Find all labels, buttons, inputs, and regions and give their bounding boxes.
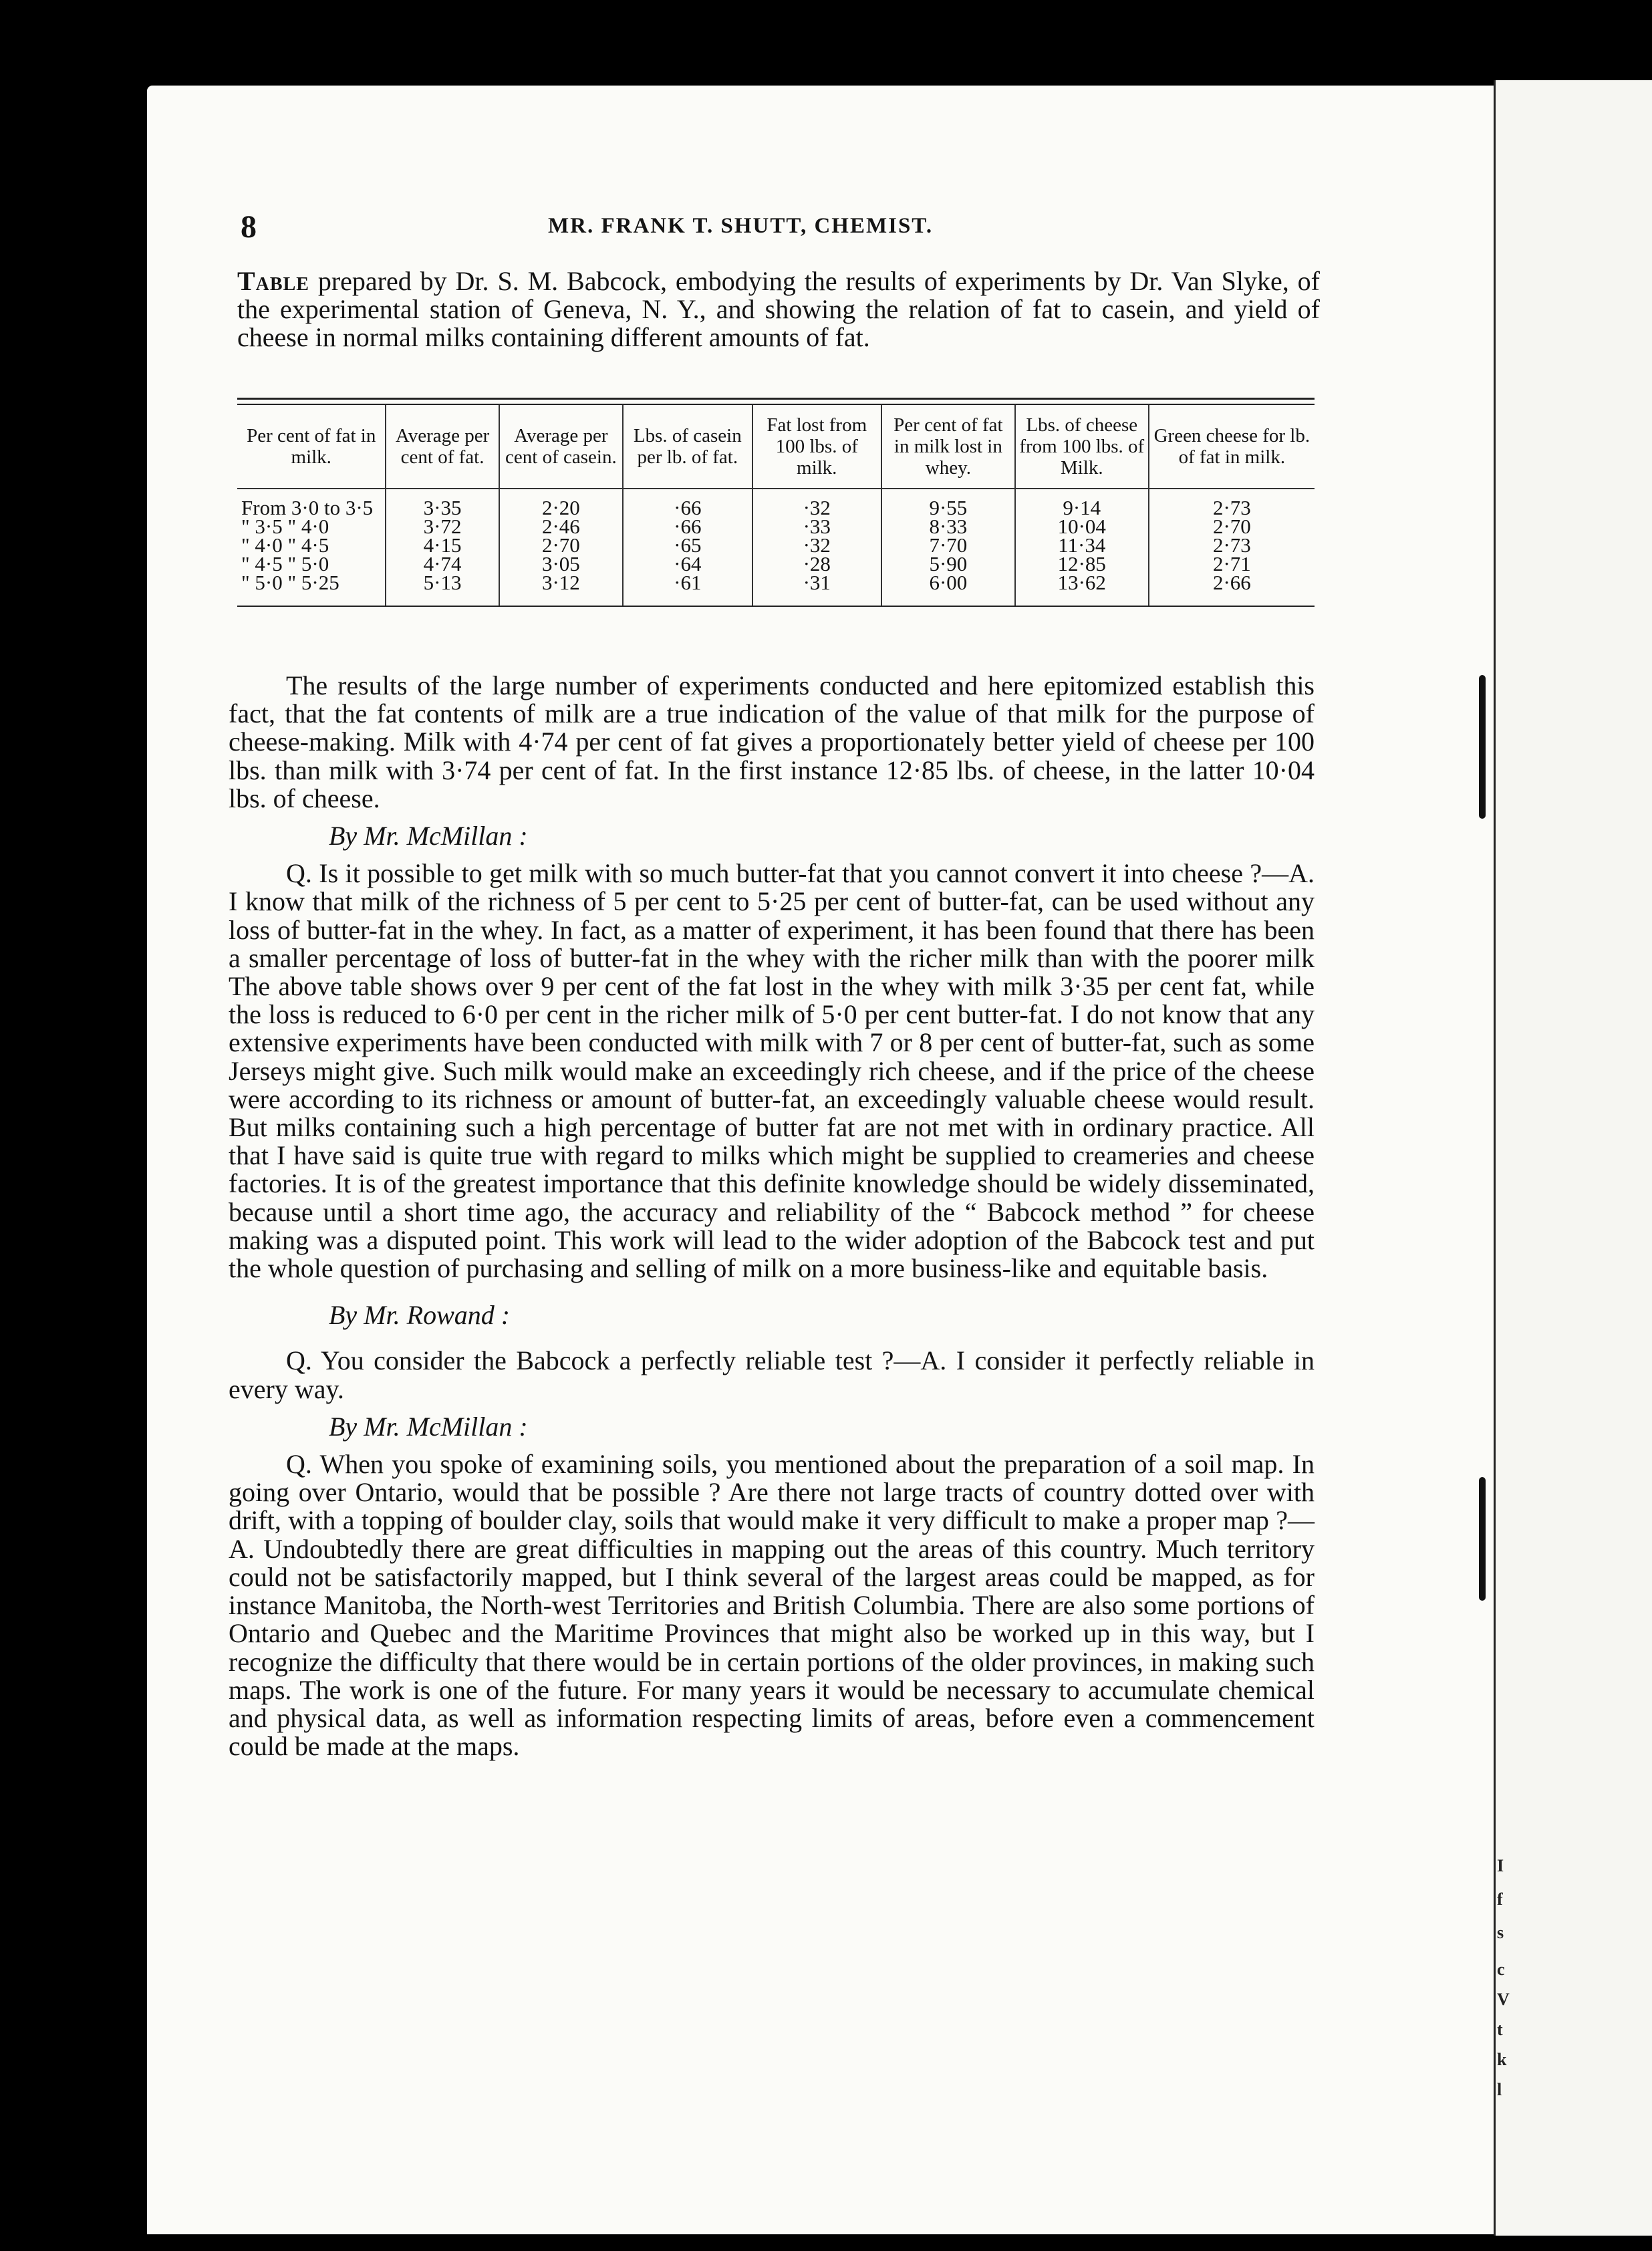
stub-char: f [1497, 1889, 1503, 1909]
table-cell: 5·90 [881, 555, 1015, 573]
table-cell: 3·72 [386, 517, 499, 536]
table-cell: ·28 [752, 555, 881, 573]
body-text [229, 672, 1315, 1760]
table-row [237, 536, 1315, 555]
question-answer: Q. You consider the Babcock a perfectly reliable test ?—A. I consider it perfectly reliable in every way. [229, 1345, 1315, 1404]
table-cell: 6·00 [881, 573, 1015, 606]
column-header: Lbs. of cheese from 100 lbs. of Milk. [1015, 405, 1149, 489]
table-cell: 2·70 [1212, 515, 1251, 538]
table-cell: 2·73 [1212, 533, 1251, 557]
table-cell: 12·85 [1015, 555, 1149, 573]
table-cell: 13·62 [1015, 573, 1149, 606]
table-cell: 10·04 [1015, 517, 1149, 536]
table-cell: " 5·0 " 5·25 [237, 573, 386, 606]
table-cell: 2·20 [499, 489, 623, 517]
column-header: Green cheese for lb. of fat in milk. [1149, 405, 1315, 489]
data-table-block [237, 398, 1315, 607]
speaker-heading: By Mr. Rowand : [329, 1300, 511, 1331]
table-cell: 11·34 [1015, 536, 1149, 555]
table-bottom-rule [237, 606, 1315, 607]
table-cell: 3·12 [499, 573, 623, 606]
table-cell: 3·05 [499, 555, 623, 573]
column-header: Per cent of fat in milk lost in whey. [881, 405, 1015, 489]
column-header: Average per cent of casein. [499, 405, 623, 489]
table-cell: ·66 [623, 489, 752, 517]
stub-char: l [1497, 2080, 1502, 2099]
table-cell: 2·71 [1212, 552, 1251, 575]
table-row [237, 489, 1315, 517]
table-cell: 9·55 [881, 489, 1015, 517]
table-header-row [237, 405, 1315, 489]
table-row [237, 573, 1315, 606]
running-head: MR. FRANK T. SHUTT, CHEMIST. [548, 214, 934, 238]
table-cell: 4·74 [386, 555, 499, 573]
table-cell: 2·70 [499, 536, 623, 555]
table-cell: ·66 [623, 517, 752, 536]
speaker-heading: By Mr. McMillan : [329, 821, 528, 851]
table-cell: 2·66 [1212, 571, 1251, 594]
data-table [237, 405, 1315, 606]
table-cell: 5·13 [386, 573, 499, 606]
page-number: 8 [241, 209, 257, 245]
table-cell: ·33 [752, 517, 881, 536]
stub-char: I [1497, 1856, 1504, 1875]
table-cell: " 3·5 " 4·0 [237, 517, 386, 536]
table-row [237, 517, 1315, 536]
table-cell: From 3·0 to 3·5 [237, 489, 386, 517]
question-answer: Q. When you spoke of examining soils, you mentioned about the preparation of a soil map. In going over Ontario, would that be possible ? Are there not large tracts of country dotted over with drift, with a topping of boulder clay, soils that would make it very difficult to make a proper map ?—A. Undoubtedly there are great difficulties in mapping out the areas of this country. Much territory could not be satisfactorily mapped, but I think several of the largest areas could be mapped, as for instance Manitoba, the North-west Territories and British Columbia. There are also some portions of Ontario and Quebec and the Maritime Provinces that might also be worked up in this way, but I recognize the difficulty that there would be in certain portions of the older provinces, in making such maps. The work is one of the future. For many years it would be necessary to accumulate chemical and physical data, as well as information respecting limits of areas, before even a commencement could be made at the maps. [229, 1449, 1315, 1762]
stub-char: t [1497, 2020, 1503, 2039]
table-cell: 2·73 [1212, 496, 1251, 519]
column-header: Lbs. of casein per lb. of fat. [623, 405, 752, 489]
speaker-heading: By Mr. McMillan : [329, 1411, 528, 1442]
table-cell: ·65 [623, 536, 752, 555]
table-cell: ·64 [623, 555, 752, 573]
question-answer: Q. Is it possible to get milk with so much butter-fat that you cannot convert it into cheese ?—A. I know that milk of the richness of 5 per cent to 5·25 per cent of butter-fat, can be used without any loss of butter-fat in the whey. In fact, as a matter of experiment, it has been found that there has been a smaller percentage of loss of butter-fat in the whey with the richer milk than with the poorer milk The above table shows over 9 per cent of the fat lost in the whey with milk 3·35 per cent fat, while the loss is reduced to 6·0 per cent in the richer milk of 5·0 per cent butter-fat. I do not know that any extensive experiments have been conducted with milk with 7 or 8 per cent of butter-fat, such as some Jerseys might give. Such milk would make an exceedingly rich cheese, and if the price of the cheese were according to its richness or amount of butter-fat, an exceedingly valuable cheese would result. But milks containing such a high percentage of butter fat are not met with in ordinary practice. All that I have said is quite true with regard to milks which might be supplied to creameries and cheese factories. It is of the greatest importance that this definite knowledge should be widely disseminated, because until a short time ago, the accuracy and reliability of the “ Babcock method ” for cheese making was a disputed point. This work will lead to the wider adoption of the Babcock test and put the whole question of purchasing and selling of milk on a more business-like and equitable basis. [229, 858, 1315, 1284]
table-cell: 7·70 [881, 536, 1015, 555]
table-cell: ·31 [752, 573, 881, 606]
stub-char: V [1497, 1990, 1510, 2009]
table-cell: ·32 [752, 489, 881, 517]
column-header: Average per cent of fat. [386, 405, 499, 489]
column-header: Fat lost from 100 lbs. of milk. [752, 405, 881, 489]
stub-char: s [1497, 1923, 1504, 1942]
table-cell: " 4·5 " 5·0 [237, 555, 386, 573]
caption-text: prepared by Dr. S. M. Babcock, embodying the results of experiments by Dr. Van Slyke, of the experimental station of Geneva, N. Y., and showing the relation of fat to casein, and yield of cheese in normal milks containing different amounts of fat. [237, 266, 1320, 352]
table-row [237, 555, 1315, 573]
table-top-rule [237, 398, 1315, 405]
paragraph: The results of the large number of experiments conducted and here epitomized establish this fact, that the fat contents of milk are a true indication of the value of that milk for the purpose of cheese-making. Milk with 4·74 per cent of fat gives a proportionately better yield of cheese per 100 lbs. than milk with 3·74 per cent of fat. In the first instance 12·85 lbs. of cheese, in the latter 10·04 lbs. of cheese. [229, 670, 1315, 813]
table-caption [237, 267, 1320, 352]
adjacent-page-edge [1494, 80, 1652, 2236]
table-cell: 3·35 [386, 489, 499, 517]
table-cell: 2·46 [499, 517, 623, 536]
caption-lead: Table [237, 266, 309, 296]
table-cell: 8·33 [881, 517, 1015, 536]
stub-char: c [1497, 1960, 1505, 1979]
column-header: Per cent of fat in milk. [237, 405, 386, 489]
page-header [241, 209, 1310, 246]
table-cell: 9·14 [1015, 489, 1149, 517]
table-cell: ·61 [623, 573, 752, 606]
table-cell: " 4·0 " 4·5 [237, 536, 386, 555]
table-cell: ·32 [752, 536, 881, 555]
binding-staple-mark [1479, 1477, 1486, 1601]
table-cell: 4·15 [386, 536, 499, 555]
binding-staple-mark [1479, 675, 1486, 819]
stub-char: k [1497, 2050, 1507, 2069]
